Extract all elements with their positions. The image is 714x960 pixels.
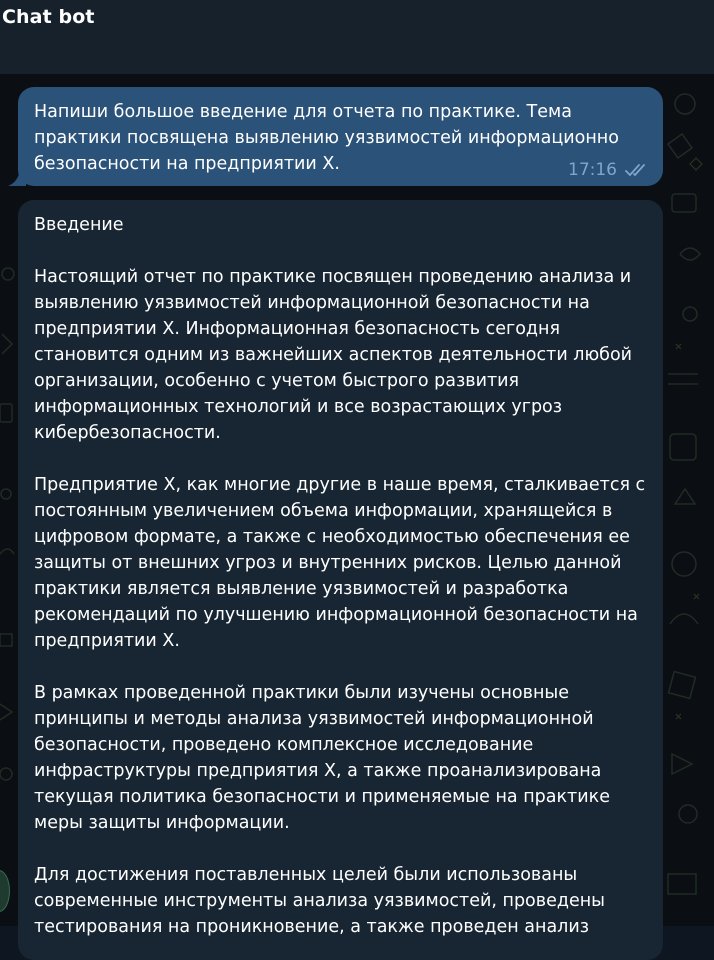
outgoing-message-text: Напиши большое введение для отчета по практике. Тема практики посвящена выявлению уязвимостей информационно безопасности на предприятии X. <box>34 102 625 174</box>
message-list[interactable] <box>0 74 714 937</box>
message-paragraph: Настоящий отчет по практике посвящен проведению анализа и выявлению уязвимостей информационной безопасности на предприятии X. Информационная безопасность сегодня становится одним из важнейших аспектов деятельности любой организации, особенно с учетом быстрого развития информационных технологий и все возрастающих угроз кибербезопасности. <box>34 267 633 443</box>
message-time: 17:16 <box>568 160 617 180</box>
message-paragraph: Предприятие X, как многие другие в наше время, сталкивается с постоянным увеличением объема информации, хранящейся в цифровом формате, а также с необходимостью обеспечения ее защиты от внешних угроз и внутренних рисков. Целью данной практики является выявление уязвимостей и разработка рекомендаций по улучшению информационной безопасности на предприятии X. <box>34 475 646 651</box>
incoming-message[interactable] <box>18 200 663 960</box>
message-meta <box>568 160 651 180</box>
chat-title[interactable]: Chat bot <box>2 6 95 28</box>
bubble-tail <box>8 170 26 186</box>
message-paragraph: Для достижения поставленных целей были использованы современные инструменты анализа уязвимостей, проведены тестирования на проникновение, а также проведен анализ <box>34 865 605 937</box>
message-heading: Введение <box>34 215 124 235</box>
double-check-icon <box>625 163 651 177</box>
outgoing-message[interactable] <box>18 87 663 186</box>
incoming-message-text <box>34 212 647 940</box>
message-paragraph: В рамках проведенной практики были изучены основные принципы и методы анализа уязвимостей информационной безопасности, проведено комплексное исследование инфраструктуры предприятия X, а также проанализирована текущая политика безопасности и применяемые на практике меры защиты информации. <box>34 683 610 833</box>
chat-header[interactable] <box>0 0 714 74</box>
